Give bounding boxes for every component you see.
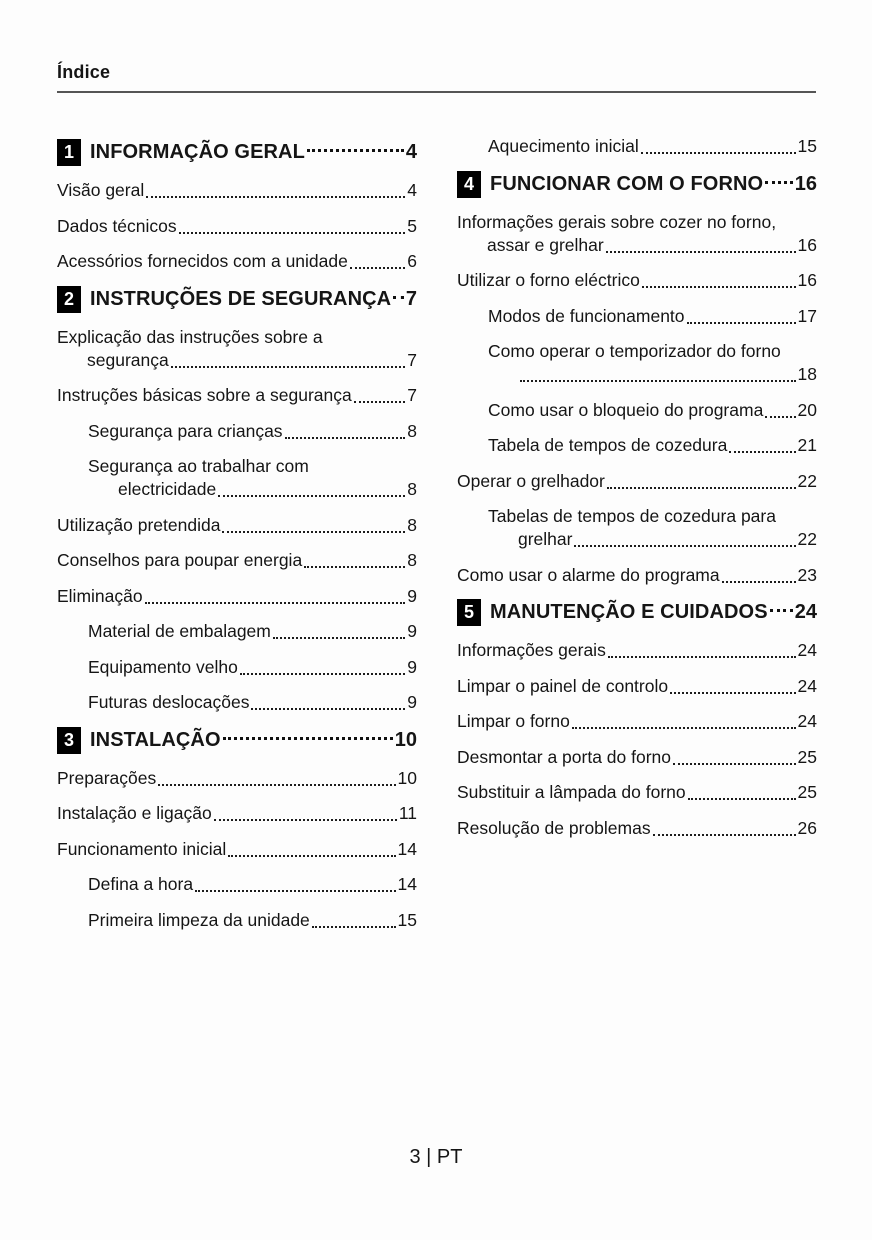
toc-entry — [57, 620, 417, 643]
leader-dots — [687, 322, 796, 324]
section-number-badge: 2 — [57, 286, 81, 313]
leader-dots — [688, 798, 796, 800]
toc-entry — [457, 269, 817, 292]
leader-dots — [765, 181, 793, 184]
page-number: 6 — [407, 251, 417, 271]
leader-dots — [228, 855, 395, 857]
page-number: 26 — [797, 817, 817, 838]
leader-dots — [285, 437, 406, 439]
leader-dots — [572, 727, 796, 729]
leader-dots — [307, 149, 404, 152]
toc-entry — [57, 802, 417, 825]
toc-entry — [457, 564, 817, 587]
page-number: 7 — [407, 385, 417, 405]
page-number: 8 — [407, 550, 417, 570]
leader-dots — [304, 566, 405, 568]
entry-label: Funcionamento inicial — [57, 838, 227, 859]
page-number: 8 — [407, 479, 417, 499]
page-number: 10 — [397, 767, 417, 788]
entry-label: Defina a hora — [88, 874, 194, 894]
page-number: 16 — [797, 270, 817, 290]
entry-label: Material de embalagem — [88, 621, 271, 641]
section-number-badge: 1 — [57, 139, 81, 166]
page-number: 9 — [407, 621, 417, 641]
leader-dots — [179, 232, 406, 234]
leader-dots — [273, 637, 405, 639]
leader-dots — [222, 531, 405, 533]
entry-label: Preparações — [57, 767, 157, 788]
entry-label: Visão geral — [57, 180, 145, 200]
toc-entry — [457, 434, 817, 457]
toc-entry — [457, 639, 817, 662]
leader-dots — [393, 296, 404, 299]
header-rule — [57, 91, 816, 93]
page-number: 23 — [797, 564, 817, 585]
leader-dots — [642, 286, 796, 288]
leader-dots — [608, 656, 796, 658]
toc-entry — [457, 305, 817, 328]
leader-dots — [354, 401, 406, 403]
footer-page-indicator: 3 | PT — [409, 1146, 463, 1168]
toc-entry — [457, 746, 817, 769]
entry-label: Explicação das instruções sobre a — [57, 326, 323, 347]
section-title: MANUTENÇÃO E CUIDADOS — [490, 601, 768, 623]
entry-label-wrap: grelhar — [518, 529, 573, 549]
leader-dots — [765, 416, 795, 418]
entry-label: Substituir a lâmpada do forno — [457, 782, 686, 802]
entry-label: Instalação e ligação — [57, 803, 212, 823]
toc-entry — [57, 179, 417, 202]
page-number: 7 — [407, 349, 417, 370]
leader-dots — [146, 196, 405, 198]
toc-entry — [457, 817, 817, 840]
entry-label: Informações gerais sobre cozer no forno, — [457, 211, 777, 232]
toc-entry — [57, 455, 417, 501]
entry-label: Utilizar o forno eléctrico — [457, 270, 640, 290]
leader-dots — [606, 251, 796, 253]
leader-dots — [145, 602, 406, 604]
page-number: 24 — [794, 601, 817, 623]
entry-label: Primeira limpeza da unidade — [88, 909, 310, 930]
entry-label-wrap: assar e grelhar — [487, 234, 604, 255]
entry-label: Equipamento velho — [88, 656, 238, 677]
leader-dots — [673, 763, 796, 765]
leader-dots — [641, 152, 796, 154]
page-header — [0, 0, 872, 93]
leader-dots — [195, 890, 395, 892]
toc-entry — [57, 838, 417, 861]
entry-label: Resolução de problemas — [457, 817, 651, 838]
leader-dots — [171, 366, 406, 368]
toc-column-left — [57, 135, 417, 944]
toc-entry — [57, 514, 417, 537]
toc-entry — [57, 384, 417, 407]
entry-label: Acessórios fornecidos com a unidade — [57, 251, 348, 271]
leader-dots — [218, 495, 405, 497]
toc-columns — [0, 135, 872, 944]
page-number: 25 — [797, 782, 817, 802]
page-number: 22 — [797, 470, 817, 491]
page-number: 7 — [405, 287, 417, 310]
page-number: 8 — [407, 420, 417, 441]
leader-dots — [653, 834, 796, 836]
section-number-badge: 4 — [457, 171, 481, 198]
entry-label: Limpar o forno — [457, 711, 570, 731]
page-title: Índice — [57, 62, 111, 82]
toc-section-heading — [57, 727, 417, 754]
toc-entry — [57, 326, 417, 372]
section-title: INSTRUÇÕES DE SEGURANÇA — [90, 287, 392, 310]
toc-entry — [57, 909, 417, 932]
section-number-badge: 3 — [57, 727, 81, 754]
leader-dots — [722, 581, 796, 583]
toc-section-heading — [457, 599, 817, 626]
leader-dots — [729, 451, 795, 453]
toc-entry — [57, 767, 417, 790]
leader-dots — [251, 708, 405, 710]
entry-label-wrap: electricidade — [118, 479, 217, 499]
leader-dots — [214, 819, 397, 821]
entry-label: Modos de funcionamento — [488, 305, 685, 326]
entry-label-wrap: segurança — [87, 349, 169, 370]
page-number: 5 — [407, 215, 417, 236]
toc-entry — [57, 656, 417, 679]
page-number: 25 — [797, 746, 817, 767]
leader-dots — [607, 487, 796, 489]
entry-label: Tabelas de tempos de cozedura para — [488, 506, 776, 526]
leader-dots — [350, 267, 405, 269]
page-number: 9 — [407, 585, 417, 606]
toc-section-heading — [57, 286, 417, 313]
toc-entry — [57, 549, 417, 572]
entry-label: Como usar o bloqueio do programa — [488, 399, 764, 420]
entry-label: Dados técnicos — [57, 215, 177, 236]
page-number: 4 — [407, 180, 417, 200]
entry-label: Limpar o painel de controlo — [457, 675, 669, 696]
page-number: 22 — [797, 529, 817, 549]
section-title: INFORMAÇÃO GERAL — [90, 141, 305, 163]
toc-entry — [457, 135, 817, 158]
toc-section-heading — [457, 171, 817, 198]
entry-label: Informações gerais — [457, 640, 606, 660]
entry-label: Operar o grelhador — [457, 470, 605, 491]
page-number: 24 — [797, 640, 817, 660]
entry-label: Como usar o alarme do programa — [457, 564, 720, 585]
toc-entry — [457, 399, 817, 422]
page-number: 18 — [797, 364, 817, 384]
toc-entry — [57, 873, 417, 896]
page-number: 8 — [407, 514, 417, 535]
entry-label: Como operar o temporizador do forno — [488, 341, 781, 361]
page-number: 20 — [797, 399, 817, 420]
page-number: 15 — [397, 909, 417, 930]
entry-label: Futuras deslocações — [88, 692, 250, 712]
entry-label: Instruções básicas sobre a segurança — [57, 385, 352, 405]
page-number: 9 — [407, 692, 417, 712]
toc-entry — [457, 781, 817, 804]
leader-dots — [312, 926, 396, 928]
toc-entry — [457, 470, 817, 493]
entry-label: Segurança ao trabalhar com — [88, 456, 309, 476]
page-number: 21 — [797, 435, 817, 455]
leader-dots — [770, 609, 793, 612]
leader-dots — [574, 545, 795, 547]
entry-label: Tabela de tempos de cozedura — [488, 435, 728, 455]
leader-dots — [223, 737, 393, 740]
leader-dots — [520, 380, 796, 382]
page-number: 14 — [397, 838, 417, 859]
page-number: 14 — [397, 874, 417, 894]
toc-entry — [457, 211, 817, 257]
toc-entry — [57, 691, 417, 714]
entry-label: Segurança para crianças — [88, 420, 283, 441]
entry-label: Utilização pretendida — [57, 514, 221, 535]
page-number: 24 — [797, 675, 817, 696]
section-title: FUNCIONAR COM O FORNO — [490, 172, 764, 195]
toc-entry — [57, 420, 417, 443]
toc-entry — [57, 250, 417, 273]
entry-label: Eliminação — [57, 585, 143, 606]
page-number: 16 — [797, 234, 817, 255]
section-title: INSTALAÇÃO — [90, 728, 221, 751]
toc-entry — [457, 710, 817, 733]
toc-entry — [457, 340, 817, 386]
toc-column-right — [457, 135, 817, 944]
toc-section-heading — [57, 139, 417, 166]
page-number: 11 — [398, 803, 417, 823]
toc-entry — [457, 505, 817, 551]
page-number: 10 — [394, 728, 417, 751]
toc-entry — [57, 585, 417, 608]
toc-entry — [57, 215, 417, 238]
section-number-badge: 5 — [457, 599, 481, 626]
page-number: 15 — [797, 136, 817, 156]
entry-label: Aquecimento inicial — [488, 136, 639, 156]
entry-label: Desmontar a porta do forno — [457, 746, 672, 767]
entry-label: Conselhos para poupar energia — [57, 550, 303, 570]
leader-dots — [670, 692, 795, 694]
page-number: 16 — [794, 172, 817, 195]
leader-dots — [240, 673, 405, 675]
leader-dots — [158, 784, 395, 786]
page-number: 9 — [407, 656, 417, 677]
page-number: 24 — [797, 711, 817, 731]
page-number: 17 — [797, 305, 817, 326]
page-number: 4 — [405, 141, 417, 163]
toc-entry — [457, 675, 817, 698]
